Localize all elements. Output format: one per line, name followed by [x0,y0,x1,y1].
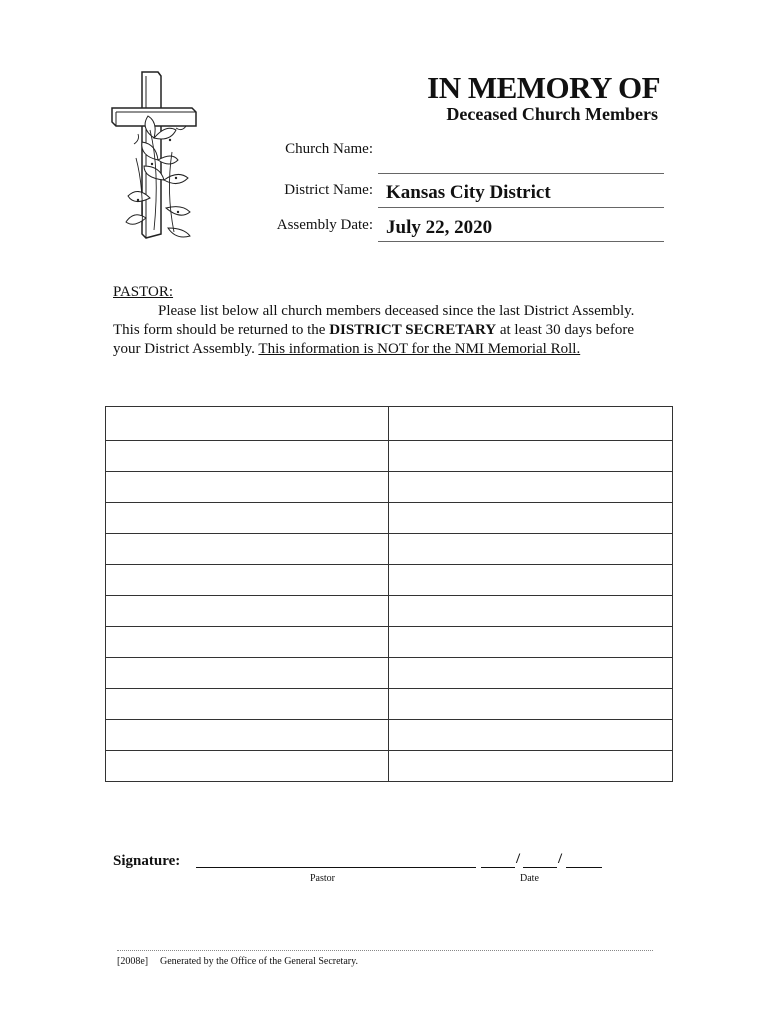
member-name-cell[interactable] [106,689,389,720]
member-name-cell[interactable] [106,407,389,441]
member-name-cell[interactable] [106,720,389,751]
member-name-cell[interactable] [106,534,389,565]
church-name-label: Church Name: [285,141,373,157]
table-row [106,689,673,720]
district-name-label: District Name: [284,182,373,198]
signature-line[interactable] [196,867,476,868]
member-name-cell[interactable] [106,472,389,503]
member-detail-cell[interactable] [388,472,673,503]
nmi-notice: This information is NOT for the NMI Memorial Roll. [258,341,581,357]
member-name-cell[interactable] [106,441,389,472]
table-row [106,441,673,472]
form-code: [2008e] [117,956,149,967]
instructions-line-3-start: your District Assembly. [113,341,259,357]
member-name-cell[interactable] [106,658,389,689]
assembly-date-field[interactable]: July 22, 2020 [386,217,493,238]
member-name-cell[interactable] [106,596,389,627]
member-name-cell[interactable] [106,503,389,534]
member-detail-cell[interactable] [388,534,673,565]
member-detail-cell[interactable] [388,658,673,689]
date-separator: / [516,851,521,867]
table-row [106,627,673,658]
date-day-line[interactable] [523,867,557,868]
instructions-line-3 [113,340,673,359]
district-secretary-emphasis: DISTRICT SECRETARY [329,322,497,338]
table-row [106,751,673,782]
district-name-field[interactable]: Kansas City District [386,182,551,203]
date-month-line[interactable] [481,867,515,868]
member-detail-cell[interactable] [388,596,673,627]
member-detail-cell[interactable] [388,503,673,534]
page-subtitle: Deceased Church Members [446,104,658,124]
instructions-line-2-start: This form should be returned to the [113,322,330,338]
date-caption: Date [520,873,539,884]
table-row [106,658,673,689]
instructions-block [113,283,673,359]
table-row [106,503,673,534]
signature-label: Signature: [113,853,181,869]
date-year-line[interactable] [566,867,602,868]
member-detail-cell[interactable] [388,751,673,782]
member-detail-cell[interactable] [388,441,673,472]
deceased-members-table [105,406,673,782]
date-separator: / [558,851,563,867]
instructions-line-2 [113,321,673,340]
member-detail-cell[interactable] [388,720,673,751]
pastor-caption: Pastor [310,873,335,884]
table-row [106,534,673,565]
cross-with-lilies-icon [106,68,214,240]
footer-divider [117,950,653,951]
table-row [106,407,673,441]
member-detail-cell[interactable] [388,565,673,596]
member-detail-cell[interactable] [388,627,673,658]
page-title: IN MEMORY OF [427,70,660,105]
table-row [106,565,673,596]
assembly-date-label: Assembly Date: [276,217,373,233]
church-name-line [378,173,664,174]
member-name-cell[interactable] [106,627,389,658]
footer-note: Generated by the Office of the General Secretary. [160,956,358,967]
table-row [106,472,673,503]
member-detail-cell[interactable] [388,689,673,720]
assembly-date-line [378,241,664,242]
instructions-line-2-end: at least 30 days before [496,322,634,338]
district-name-line [378,207,664,208]
table-row [106,596,673,627]
member-detail-cell[interactable] [388,407,673,441]
pastor-heading: PASTOR: [113,284,174,300]
instructions-line-1: Please list below all church members deceased since the last District Assembly. [158,303,635,319]
member-name-cell[interactable] [106,565,389,596]
table-row [106,720,673,751]
member-name-cell[interactable] [106,751,389,782]
